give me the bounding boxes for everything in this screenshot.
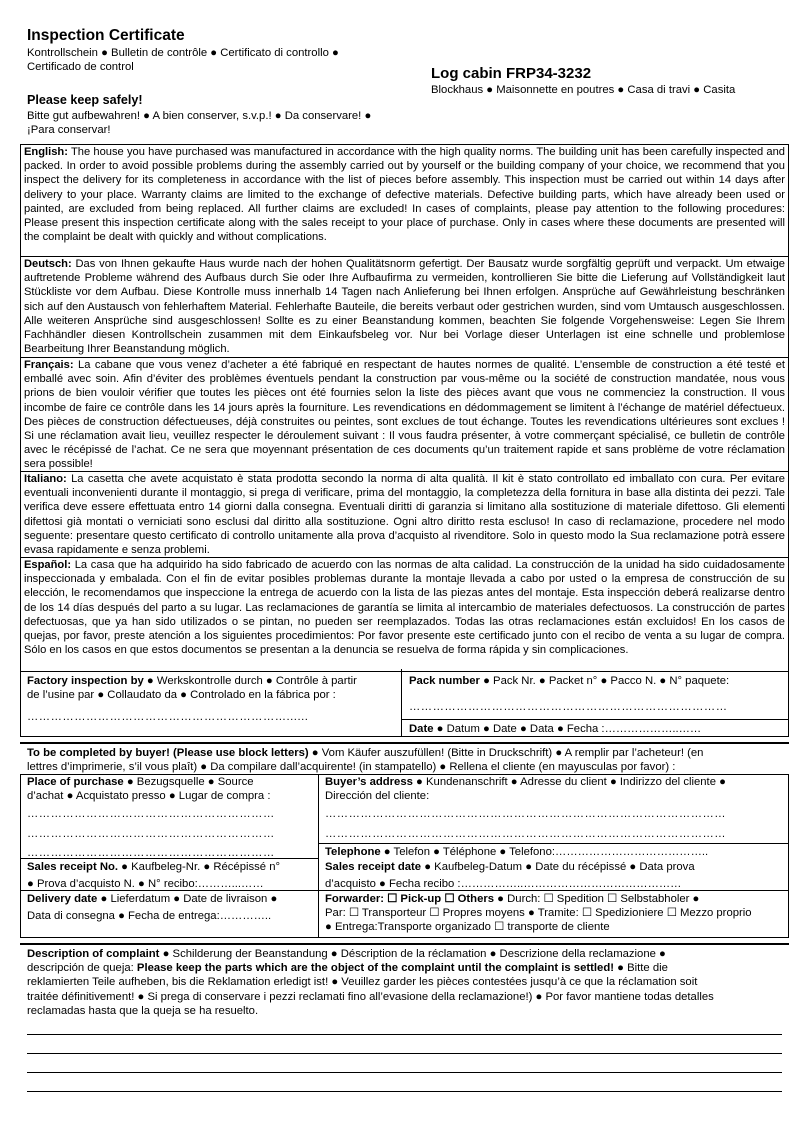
keep-safely-line2: ¡Para conservar! — [27, 124, 111, 136]
address-text2: Dirección del cliente: — [325, 790, 430, 803]
subtitle-line2: Certificado de control — [27, 61, 134, 73]
sales-date-text1: ● Kaufbeleg-Datum ● Date du récépissé ● Data prova — [421, 861, 695, 873]
buyer-address-field — [325, 775, 785, 841]
pack-label: Pack number — [409, 675, 480, 687]
forwarder-field — [325, 892, 787, 935]
delivery-date-field — [27, 892, 317, 923]
lang-block-english — [21, 145, 788, 256]
sales-no-text1: ● Kaufbeleg-Nr. ● Récépissé n° — [118, 861, 281, 873]
delivery-text2: Data di consegna ● Fecha de entrega: — [27, 910, 220, 923]
complaint-text2a: descripción de queja: — [27, 962, 137, 975]
forwarder-text2[interactable]: Par: ☐ Transporteur ☐ Propres moyens ● Tramite: ☐ Spedizioniere ☐ Mezzo proprio — [325, 907, 752, 920]
lang-label: English: — [24, 146, 68, 158]
keep-safely-title: Please keep safely! — [27, 93, 143, 107]
sales-no-label: Sales receipt No. — [27, 861, 119, 873]
lang-label: Español: — [24, 559, 72, 571]
language-blocks — [20, 144, 789, 672]
purchase-input-3[interactable]: ……………………………………………………… — [27, 846, 275, 859]
forwarder-text3[interactable]: ● Entrega:Transporte organizado ☐ transporte de cliente — [325, 921, 610, 934]
sales-date-input[interactable]: ……………..…………………………………… — [460, 878, 682, 891]
purchase-input-2[interactable]: ……………………………………………………… — [27, 827, 275, 840]
sales-no-text2: ● Prova d’acquisto N. ● N° recibo: — [27, 878, 198, 891]
lang-label: Français: — [24, 359, 74, 371]
complaint-description — [27, 947, 789, 1018]
date-input[interactable]: ………………..…… — [604, 723, 702, 735]
purchase-input-1[interactable]: ……………………………………………………… — [27, 808, 275, 821]
telephone-input[interactable]: ………………………………….. — [555, 846, 709, 858]
complaint-label: Description of complaint — [27, 948, 160, 960]
purchase-text1: ● Bezugsquelle ● Source — [123, 776, 254, 788]
pack-number-field — [409, 674, 785, 714]
complaint-text1: ● Schilderung der Beanstandung ● Déscription de la réclamation ● Descrizione della reclamazione ● — [159, 948, 666, 960]
complaint-line-2[interactable] — [27, 1053, 782, 1054]
complaint-text5: reclamadas hasta que la queja se ha resuelto. — [27, 1004, 259, 1017]
lang-text: Das von Ihnen gekaufte Haus wurde nach der hohen Qualitätsnorm gefertigt. Der Bausatz wurde sorgfältig geprüft und verpackt. Um etwaige auftretende Probleme während des Aufbaus durch Sie oder Ihre Aufbaufirma zu vermeiden, kontrollieren Sie bitte die Lieferung auf Vollständigkeit laut Stückliste vor dem Aufbau. Diese Kontrolle muss innerhalb 14 Tagen nach Anlieferung bei Ihnen erfolgen. Ansprüche auf Gewährleistung beschränken sich auf den Austausch von fehlerhaftem Material. Fehlerhafte Bauteile, die bereits verbaut oder gestrichen wurden, sind vom Umtausch ausgeschlossen. Alle weiteren Ansprüche sind ausgeschlossen! Sollte es zu einer Beanstandung kommen, beachten Sie folgende Vorgehensweise: Legen Sie Ihrem Fachhändler diesen Kontrollschein zusammen mit dem Einkaufsbeleg vor. Nur bei Vorlage dieser Unterlagen ist eine schnelle und problemlose Bearbeitung Ihrer Beanstandung möglich. — [24, 258, 785, 356]
subtitle-line1: Kontrollschein ● Bulletin de contrôle ● Certificato di controllo ● — [27, 47, 339, 59]
date-field — [409, 722, 701, 736]
complaint-text4: traitée définitivement! ● Si prega di conservare i pezzi reclamati fino all’evasione della reclamazione!) ● Por favor mantiene todas detalles — [27, 990, 714, 1003]
buyer-label: To be completed by buyer! (Please use block letters) — [27, 747, 309, 759]
keep-safely-line1: Bitte gut aufbewahren! ● A bien conserver, s.v.p.! ● Da conservare! ● — [27, 110, 372, 122]
delivery-text1: ● Lieferdatum ● Date de livraison ● — [97, 893, 278, 905]
address-input-2[interactable]: ………………………………………………………………………………………… — [325, 827, 727, 840]
factory-label: Factory inspection by — [27, 675, 144, 687]
sales-no-input[interactable]: ………...…… — [197, 878, 264, 891]
page-title: Inspection Certificate — [27, 27, 185, 44]
lang-label: Italiano: — [24, 473, 67, 485]
date-text: ● Datum ● Date ● Data ● Fecha : — [433, 723, 605, 735]
forwarder-label[interactable]: Forwarder: ☐ Pick-up ☐ Others — [325, 893, 495, 905]
address-input-1[interactable]: ………………………………………………………………………………………… — [325, 808, 727, 821]
lang-block-francais — [21, 357, 788, 471]
lang-label: Deutsch: — [24, 258, 72, 270]
place-of-purchase-field — [27, 775, 315, 860]
lang-text: The house you have purchased was manufactured in accordance with the high quality norms. The building unit has been carefully inspected and packed. In order to avoid possible problems during the assembly carried out by yourself or the building company of your choice, we recommend that you inspect the delivery for its completeness in accordance with the list of pieces before assembly. This inspection must be carried out within 14 days after delivery to your place. Warranty claims are limited to the exchange of defective materials. Defective building parts, which have already been used or painted, are excluded from being replaced. All further claims are excluded! In cases of complaints, please pay attention to the following procedures: Please present this inspection certificate along with the sales receipt to your place of purchase. Only in cases where these documents are presented will the complaint be dealt with quickly and without complications. — [24, 146, 785, 244]
complaint-text3: reklamierten Teile aufheben, bis die Reklamation erledigt ist! ● Veuillez garder les pièces contestées jusqu’à ce que la réclamation soit — [27, 976, 698, 989]
factory-inspection-field — [27, 674, 397, 725]
buyer-instructions — [27, 746, 787, 774]
delivery-label: Delivery date — [27, 893, 98, 905]
buyer-text2: lettres d’imprimerie, s’il vous plaît) ● Da compilare dall’acquirente! (in stampatello) ● Rellena el cliente (en mayusculas por favor) : — [27, 761, 676, 774]
sales-date-label: Sales receipt date — [325, 861, 422, 873]
sales-date-text2: d’acquisto ● Fecha recibo : — [325, 878, 461, 891]
sales-receipt-date-field — [325, 860, 785, 891]
forwarder-text1[interactable]: ● Durch: ☐ Spedition ☐ Selbstabholer ● — [494, 893, 700, 905]
complaint-line-4[interactable] — [27, 1091, 782, 1092]
telephone-label: Telephone — [325, 846, 381, 858]
complaint-line-1[interactable] — [27, 1034, 782, 1035]
telephone-text: ● Telefon ● Téléphone ● Telefono: — [380, 846, 556, 858]
address-label: Buyer’s address — [325, 776, 413, 788]
factory-inspection-input[interactable]: …………………………………………………………...... — [27, 711, 309, 724]
lang-block-italiano — [21, 471, 788, 557]
lang-text: La cabane que vous venez d’acheter a été fabriqué en respectant de hautes normes de qualité. L’ensemble de construction a été testé et emballé avec soin. Afin d’éviter des problèmes éventuels pendant la construction par vous-même ou la société de construction mandatée, nous vous prions de bien vouloir vérifier que toutes les pièces ont été fournies selon la liste des pièces avant que vous ne commenciez la construction. Il vous incombe de faire ce contrôle dans les 14 jours après la fourniture. Les revendications en dédommagement se limitent à l’échange de matériel défectueux. Des pièces de construction défectueuses, déjà construites ou peintes, sont exclues de tout échange. Toutes les revendications ultérieures sont exclues ! Si une réclamation avait lieu, veuillez respecter le déroulement suivant : Il vous faudra présenter, à votre commerçant spécialisé, ce bulletin de contrôle avec le récépissé de l’achat. Ce ne sera que moyennant présentation de ces documents qu’un traitement rapide et sans problème de votre réclamation sera possible! — [24, 359, 785, 471]
sales-receipt-no-field — [27, 860, 317, 891]
complaint-text2b: ● Bitte die — [614, 962, 668, 975]
telephone-field — [325, 845, 708, 859]
factory-text1: ● Werkskontrolle durch ● Contrôle à partir — [143, 675, 357, 687]
lang-text: La casetta che avete acquistato è stata prodotta secondo la norma di alta qualità. Il kit è stato controllato ed imballato con cura. Per evitare eventuali inconvenienti durante il montaggio, si prega di verificare, prima del montaggio, la completezza della fornitura in base alla distinta dei pezzi. Tale verifica deve essere effettuata entro 14 giorni dalla consegna. Eventuali diritti di garanzia si limitano alla sostituzione di materiale difettoso. Gli elementi difettosi già montati o verniciati sono esclusi dal diritto alla sostituzione. Ogni altro diritto resta escluso! In caso di reclamazione, procedere nel modo seguente: presentare questo certificato di controllo unitamente alla prova d’acquisto al rivenditore. Solo in questo modo la Sua reclamazione potrà essere evasa rapidamente e senza problemi. — [24, 473, 785, 557]
buyer-text1: ● Vom Käufer auszufüllen! (Bitte in Druckschrift) ● A remplir par l’acheteur! (en — [308, 747, 704, 759]
product-title: Log cabin FRP34-3232 — [431, 65, 592, 82]
product-subtitle: Blockhaus ● Maisonnette en poutres ● Casa di travi ● Casita — [431, 84, 736, 96]
complaint-line-3[interactable] — [27, 1072, 782, 1073]
purchase-label: Place of purchase — [27, 776, 124, 788]
address-text1: ● Kundenanschrift ● Adresse du client ● Indirizzo del cliente ● — [412, 776, 726, 788]
pack-text: ● Pack Nr. ● Packet n° ● Pacco N. ● N° paquete: — [479, 675, 730, 687]
lang-block-espanol — [21, 557, 788, 671]
delivery-input[interactable]: ………….. — [219, 910, 272, 923]
purchase-text2: d’achat ● Acquistato presso ● Lugar de compra : — [27, 790, 271, 803]
date-label: Date — [409, 723, 434, 735]
lang-block-deutsch — [21, 256, 788, 357]
complaint-keep-parts: Please keep the parts which are the object of the complaint until the complaint is settled! — [136, 962, 614, 975]
factory-text2: de l’usine par ● Collaudato da ● Controlado en la fábrica por : — [27, 689, 336, 702]
lang-text: La casa que ha adquirido ha sido fabricado de acuerdo con las normas de alta calidad. La construcción de la unidad ha sido cuidadosamente inspeccionada y embalada. Con el fin de evitar posibles problemas durante la montaje llevada a cabo por usted o la empresa de construcción de su elección, le recomendamos que inspeccione la entrega de acuerdo con la lista de las piezas antes del montaje. Esta inspección deberá realizarse dentro de los 14 días después del parto a su lugar. Las reclamaciones de garantía se limita al intercambio de materiales defectuosos. La construcción de partes defectuosas, que ya han sido utilizados o se pintan, no pueden ser reemplazados. Todas las otras reclamaciones están excluidos! En los casos de quejas, por favor, preste atención a los siguientes procedimientos: Por favor presente este certificado junto con el recibo de venta a su lugar de compra. Sólo en los casos en que estos documentos se presentan a la denuncia se resuelva de forma rápida y sin complicaciones. — [24, 559, 785, 657]
pack-number-input[interactable]: ……………………………………………………………………… — [409, 701, 728, 714]
